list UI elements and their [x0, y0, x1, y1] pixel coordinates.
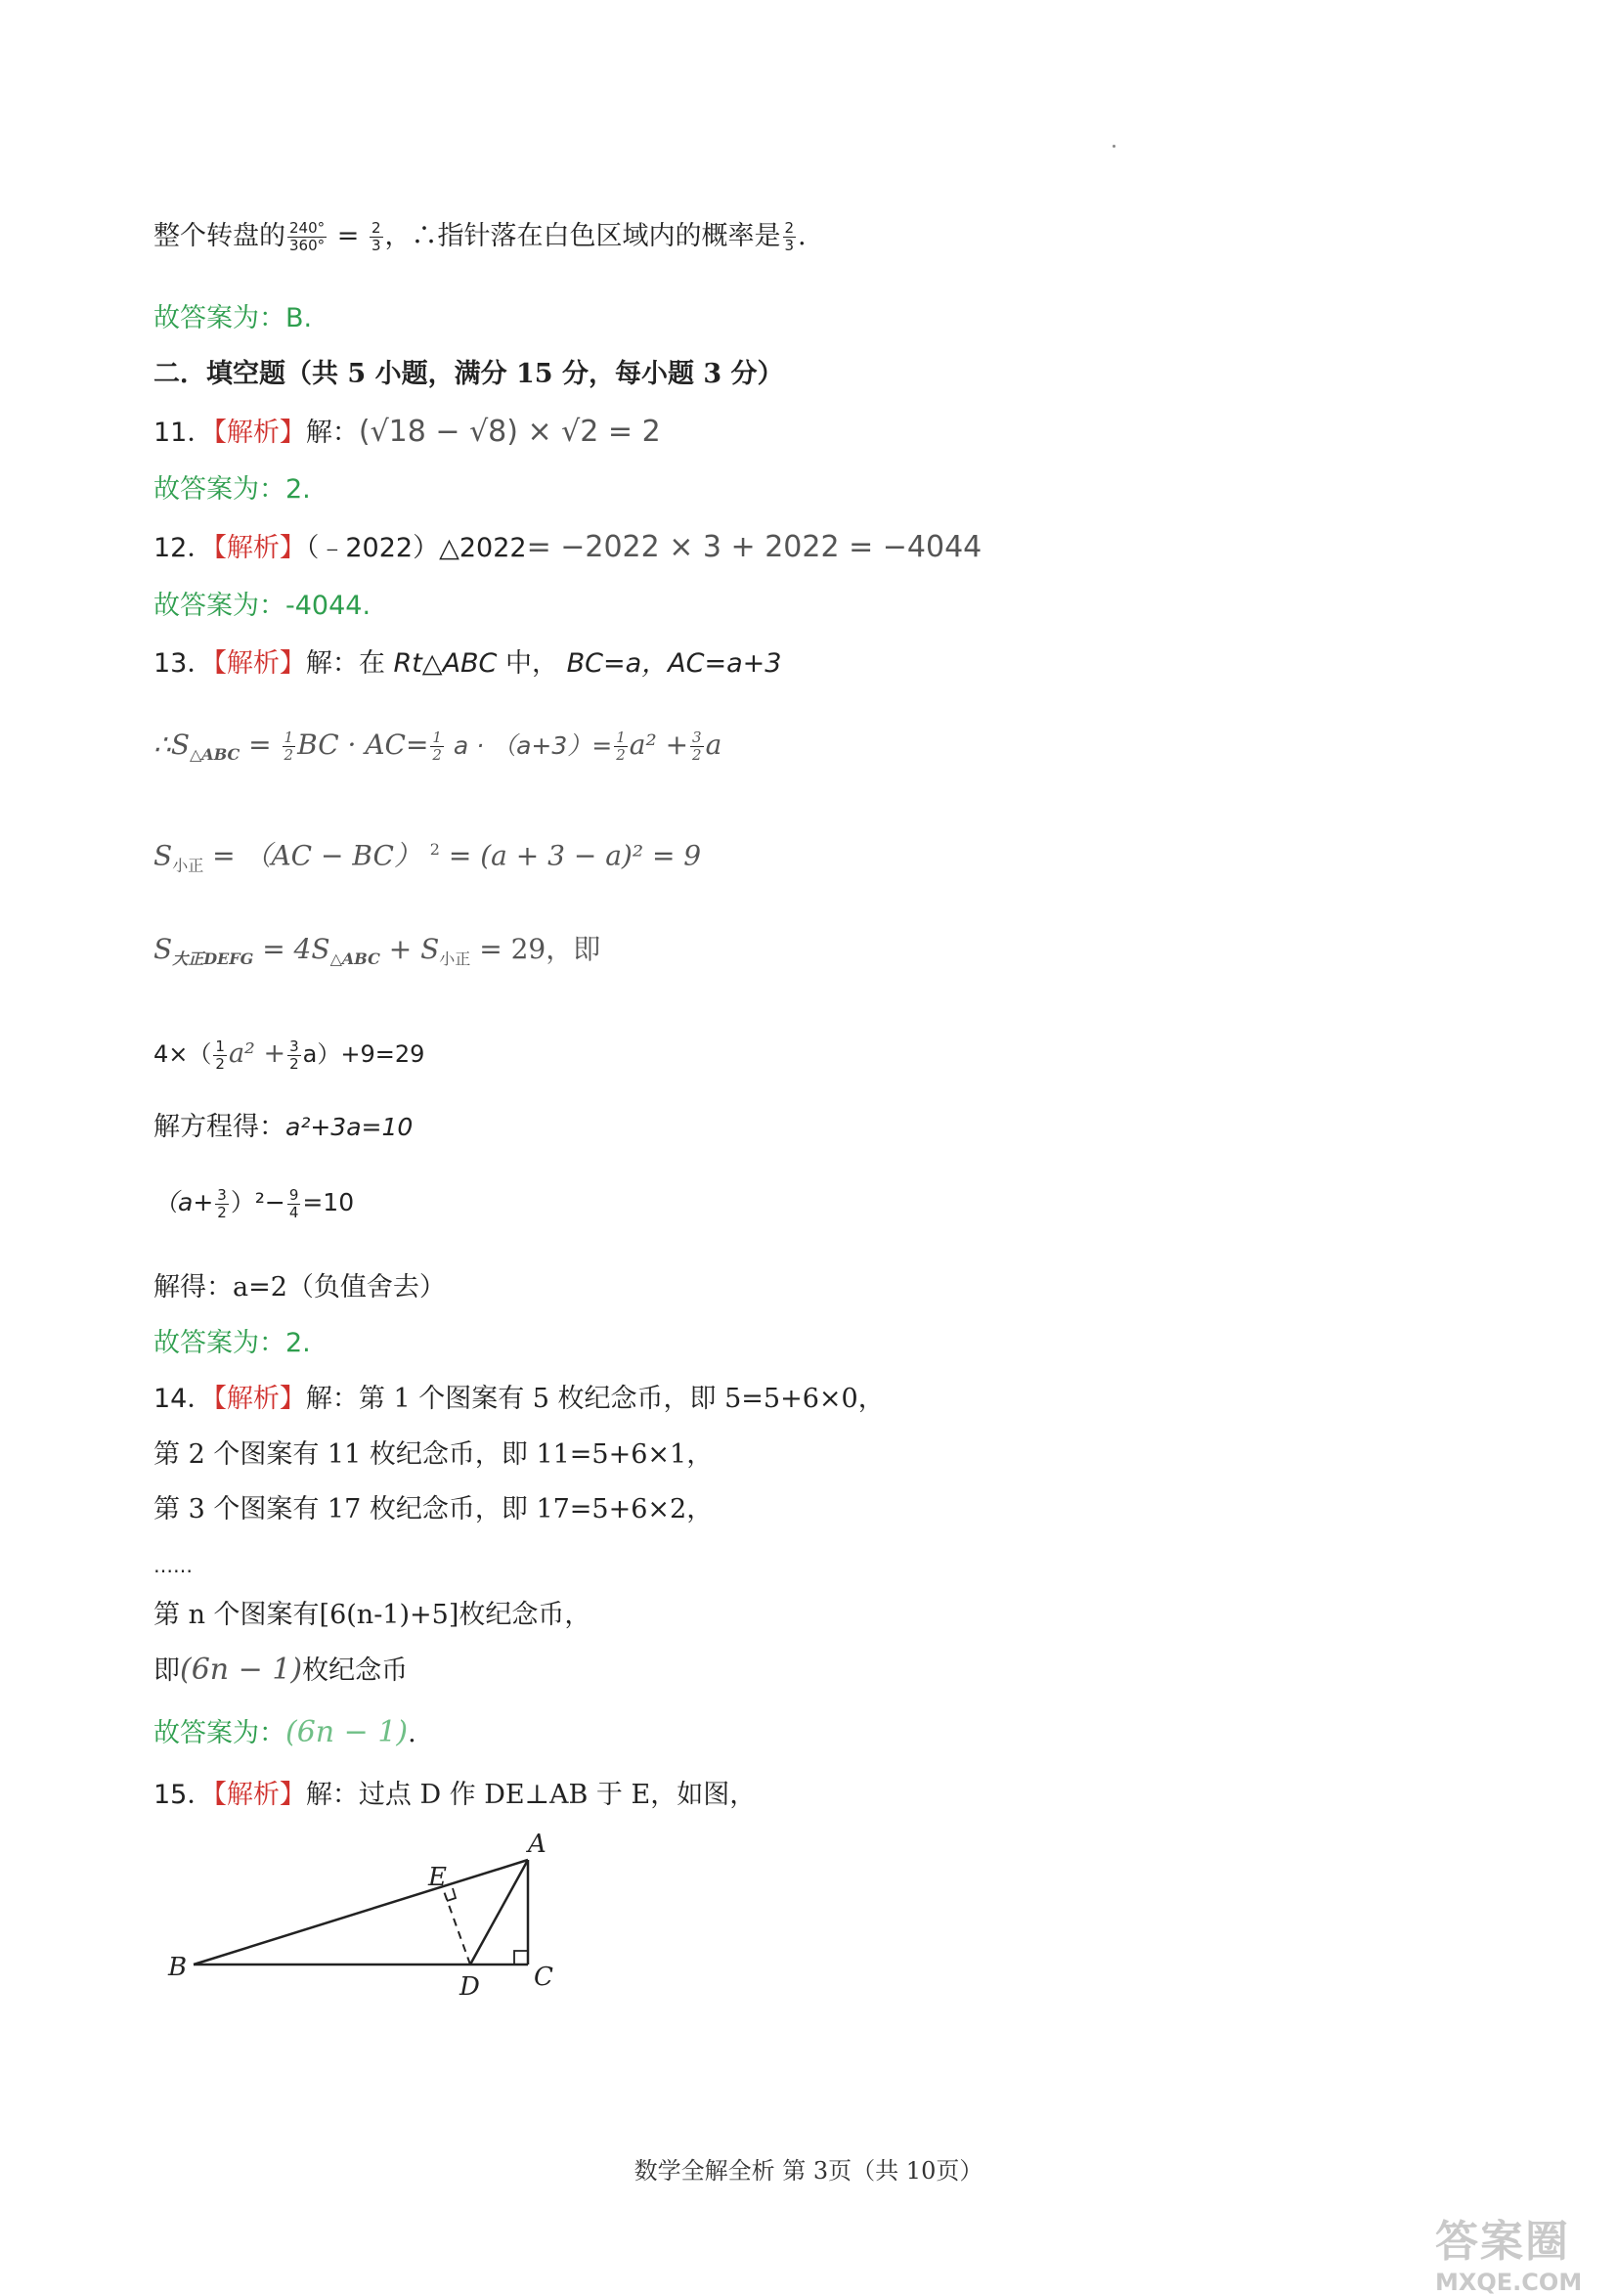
analysis-tag: 【解析】 [213, 1780, 306, 1810]
expression-lead: （﹣2022）△2022 [305, 533, 527, 563]
difference-expression: = （AC − BC） [203, 839, 430, 872]
label-e: E [428, 1863, 447, 1892]
eq-lead: 4×（ [153, 1040, 212, 1068]
fraction-numerator: 3 [289, 1037, 299, 1055]
complete-square-line [153, 1183, 354, 1222]
eq-end: a）+9=29 [302, 1040, 425, 1068]
product-bc-ac: BC · AC= [297, 729, 429, 761]
answer-value: 2. [285, 1328, 311, 1358]
right-angle-mark-c [514, 1951, 528, 1965]
answer-value: -4044. [285, 591, 371, 621]
label-b: B [168, 1953, 188, 1982]
watermark-logo [1435, 2206, 1582, 2296]
fraction-denominator: 2 [432, 746, 442, 764]
area-subscript: 小正 [172, 856, 204, 875]
area-symbol: S [153, 839, 173, 872]
analysis-tag: 【解析】 [213, 418, 306, 448]
question-number: 11． [153, 418, 214, 448]
answer-13 [153, 1324, 311, 1363]
q14-line-4: 第 n 个图案有[6(n-1)+5]枚纪念币， [153, 1600, 591, 1630]
exponent: 2 [429, 840, 440, 859]
answer-value: (6n − 1) [285, 1715, 409, 1749]
question-12 [153, 528, 982, 568]
question-11 [153, 413, 661, 453]
equals-sign: = [336, 221, 360, 251]
solution-label: 解： [305, 418, 359, 448]
fraction-numerator: 1 [215, 1037, 225, 1055]
area-subscript-2: △ABC [329, 949, 380, 968]
question-13 [153, 644, 781, 684]
question-text: 解：过点 D 作 DE⊥AB 于 E，如图， [305, 1780, 757, 1810]
fraction-2-3-b [783, 220, 797, 254]
fraction-denominator: 360° [289, 237, 326, 254]
answer-value: 2. [285, 474, 311, 505]
answer-label: 故答案为： [153, 1718, 285, 1748]
fraction-one-half [283, 729, 296, 764]
q14-ellipsis: …… [153, 1554, 193, 1577]
area-subscript: △ABC [190, 745, 240, 764]
a-term: a [705, 729, 722, 761]
stray-dot [1113, 145, 1115, 148]
fraction-three-halves [690, 729, 704, 764]
triangle-figure [156, 1829, 587, 2005]
question-15 [153, 1776, 756, 1815]
q14-line-3: 第 3 个图案有 17 枚纪念币，即 17=5+6×2， [153, 1494, 714, 1524]
segment-de [444, 1891, 470, 1965]
period: . [408, 1718, 416, 1748]
fraction-denominator: 2 [217, 1203, 227, 1221]
question-number: 12． [153, 533, 214, 563]
fraction-numerator: 2 [784, 219, 795, 237]
area-subscript: 大正DEFG [172, 949, 254, 968]
fraction-numerator: 9 [288, 1185, 299, 1204]
right-angle-mark-e [447, 1888, 456, 1901]
fraction-denominator: 3 [784, 237, 795, 254]
math-expression: (√18 − √8) × √2 = 2 [358, 415, 661, 449]
answer-value: B. [285, 303, 313, 333]
plus-s: + S [379, 933, 440, 965]
product-a: a · （a+3）= [445, 731, 613, 760]
fraction-numerator: 1 [284, 729, 294, 746]
solve-line [153, 1108, 413, 1147]
analysis-tag: 【解析】 [213, 533, 306, 563]
fraction-one-half-b [430, 729, 444, 764]
analysis-tag: 【解析】 [213, 1384, 306, 1414]
complete-lead: （a+ [153, 1188, 214, 1216]
fraction-numerator: 240° [289, 219, 326, 237]
fraction-three-halves-c [215, 1187, 229, 1221]
solution-label: 解：在 [305, 648, 394, 679]
complete-end: =10 [302, 1188, 355, 1216]
result-line: 解得：a=2（负值舍去） [153, 1272, 446, 1303]
a-squared: a² + [629, 729, 689, 761]
fraction-denominator: 2 [215, 1054, 225, 1073]
fraction-denominator: 4 [288, 1203, 299, 1221]
math-expression: (6n − 1) [180, 1653, 303, 1687]
conditions: BC=a，AC=a+3 [566, 648, 782, 679]
line-lead: 即 [153, 1656, 180, 1686]
answer-14 [153, 1713, 416, 1753]
watermark-top: 答案圈 [1435, 2217, 1570, 2267]
four-s: = 4S [253, 933, 330, 965]
fraction-numerator: 1 [616, 729, 626, 746]
intro-text-2: ，∴指针落在白色区域内的概率是 [384, 221, 781, 251]
answer-label: 故答案为： [153, 591, 285, 621]
fraction-240-360 [287, 220, 327, 254]
area-abc-line [153, 726, 721, 774]
fraction-numerator: 2 [371, 219, 381, 237]
fraction-one-half-c [614, 729, 628, 764]
fraction-denominator: 3 [371, 237, 381, 254]
answer-label: 故答案为： [153, 1328, 285, 1358]
equals-29: = 29，即 [470, 933, 601, 965]
area-subscript-3: 小正 [439, 949, 471, 968]
watermark-bottom: MXQE.COM [1435, 2269, 1583, 2296]
section-heading: 二．填空题（共 5 小题，满分 15 分，每小题 3 分） [153, 359, 784, 389]
equals: = [240, 729, 281, 761]
math-expression: = −2022 × 3 + 2022 = −4044 [526, 530, 983, 564]
line-end: 枚纪念币 [302, 1656, 409, 1686]
label-d: D [459, 1972, 480, 2002]
fraction-2-3 [370, 220, 383, 254]
area-symbol: ∴S [153, 729, 190, 761]
connector-text: 中， [497, 648, 567, 679]
question-number: 15． [153, 1780, 214, 1810]
triangle-name: Rt△ABC [393, 648, 498, 679]
solve-equation: a²+3a=10 [285, 1113, 414, 1141]
fraction-denominator: 2 [692, 746, 702, 764]
area-small-square-line [153, 830, 701, 885]
q14-line-2: 第 2 个图案有 11 枚纪念币，即 11=5+6×1， [153, 1439, 714, 1470]
analysis-tag: 【解析】 [213, 648, 306, 679]
label-c: C [534, 1963, 553, 1992]
answer-label: 故答案为： [153, 474, 285, 505]
answer-11 [153, 470, 311, 509]
result-expression: = (a + 3 − a)² = 9 [439, 839, 702, 872]
fraction-denominator: 2 [284, 746, 294, 764]
complete-mid: ）²− [230, 1188, 285, 1216]
period: . [798, 221, 807, 251]
page-footer: 数学全解全析 第 3页（共 10页） [634, 2157, 983, 2185]
fraction-nine-fourths [287, 1187, 301, 1221]
a-squared: a² + [228, 1038, 286, 1069]
equation-4x [153, 1035, 424, 1074]
fraction-three-halves-b [287, 1038, 301, 1073]
intro-text: 整个转盘的 [153, 221, 285, 251]
solve-label: 解方程得： [153, 1112, 285, 1142]
fraction-numerator: 1 [432, 729, 442, 746]
q14-line-5 [153, 1651, 408, 1691]
answer-10 [153, 299, 312, 338]
question-number: 14． [153, 1384, 214, 1414]
fraction-denominator: 2 [616, 746, 626, 764]
label-a: A [528, 1830, 546, 1859]
area-symbol: S [153, 933, 173, 965]
fraction-denominator: 2 [289, 1054, 299, 1073]
fraction-numerator: 3 [692, 729, 702, 746]
answer-12 [153, 587, 371, 626]
fraction-one-half-d [213, 1038, 227, 1073]
line-1: 解：第 1 个图案有 5 枚纪念币，即 5=5+6×0， [305, 1384, 885, 1414]
fraction-numerator: 3 [217, 1185, 227, 1204]
intro-line [153, 217, 807, 256]
area-big-square-line [153, 930, 600, 979]
question-14 [153, 1380, 885, 1419]
answer-label: 故答案为： [153, 303, 285, 333]
question-number: 13． [153, 648, 214, 679]
